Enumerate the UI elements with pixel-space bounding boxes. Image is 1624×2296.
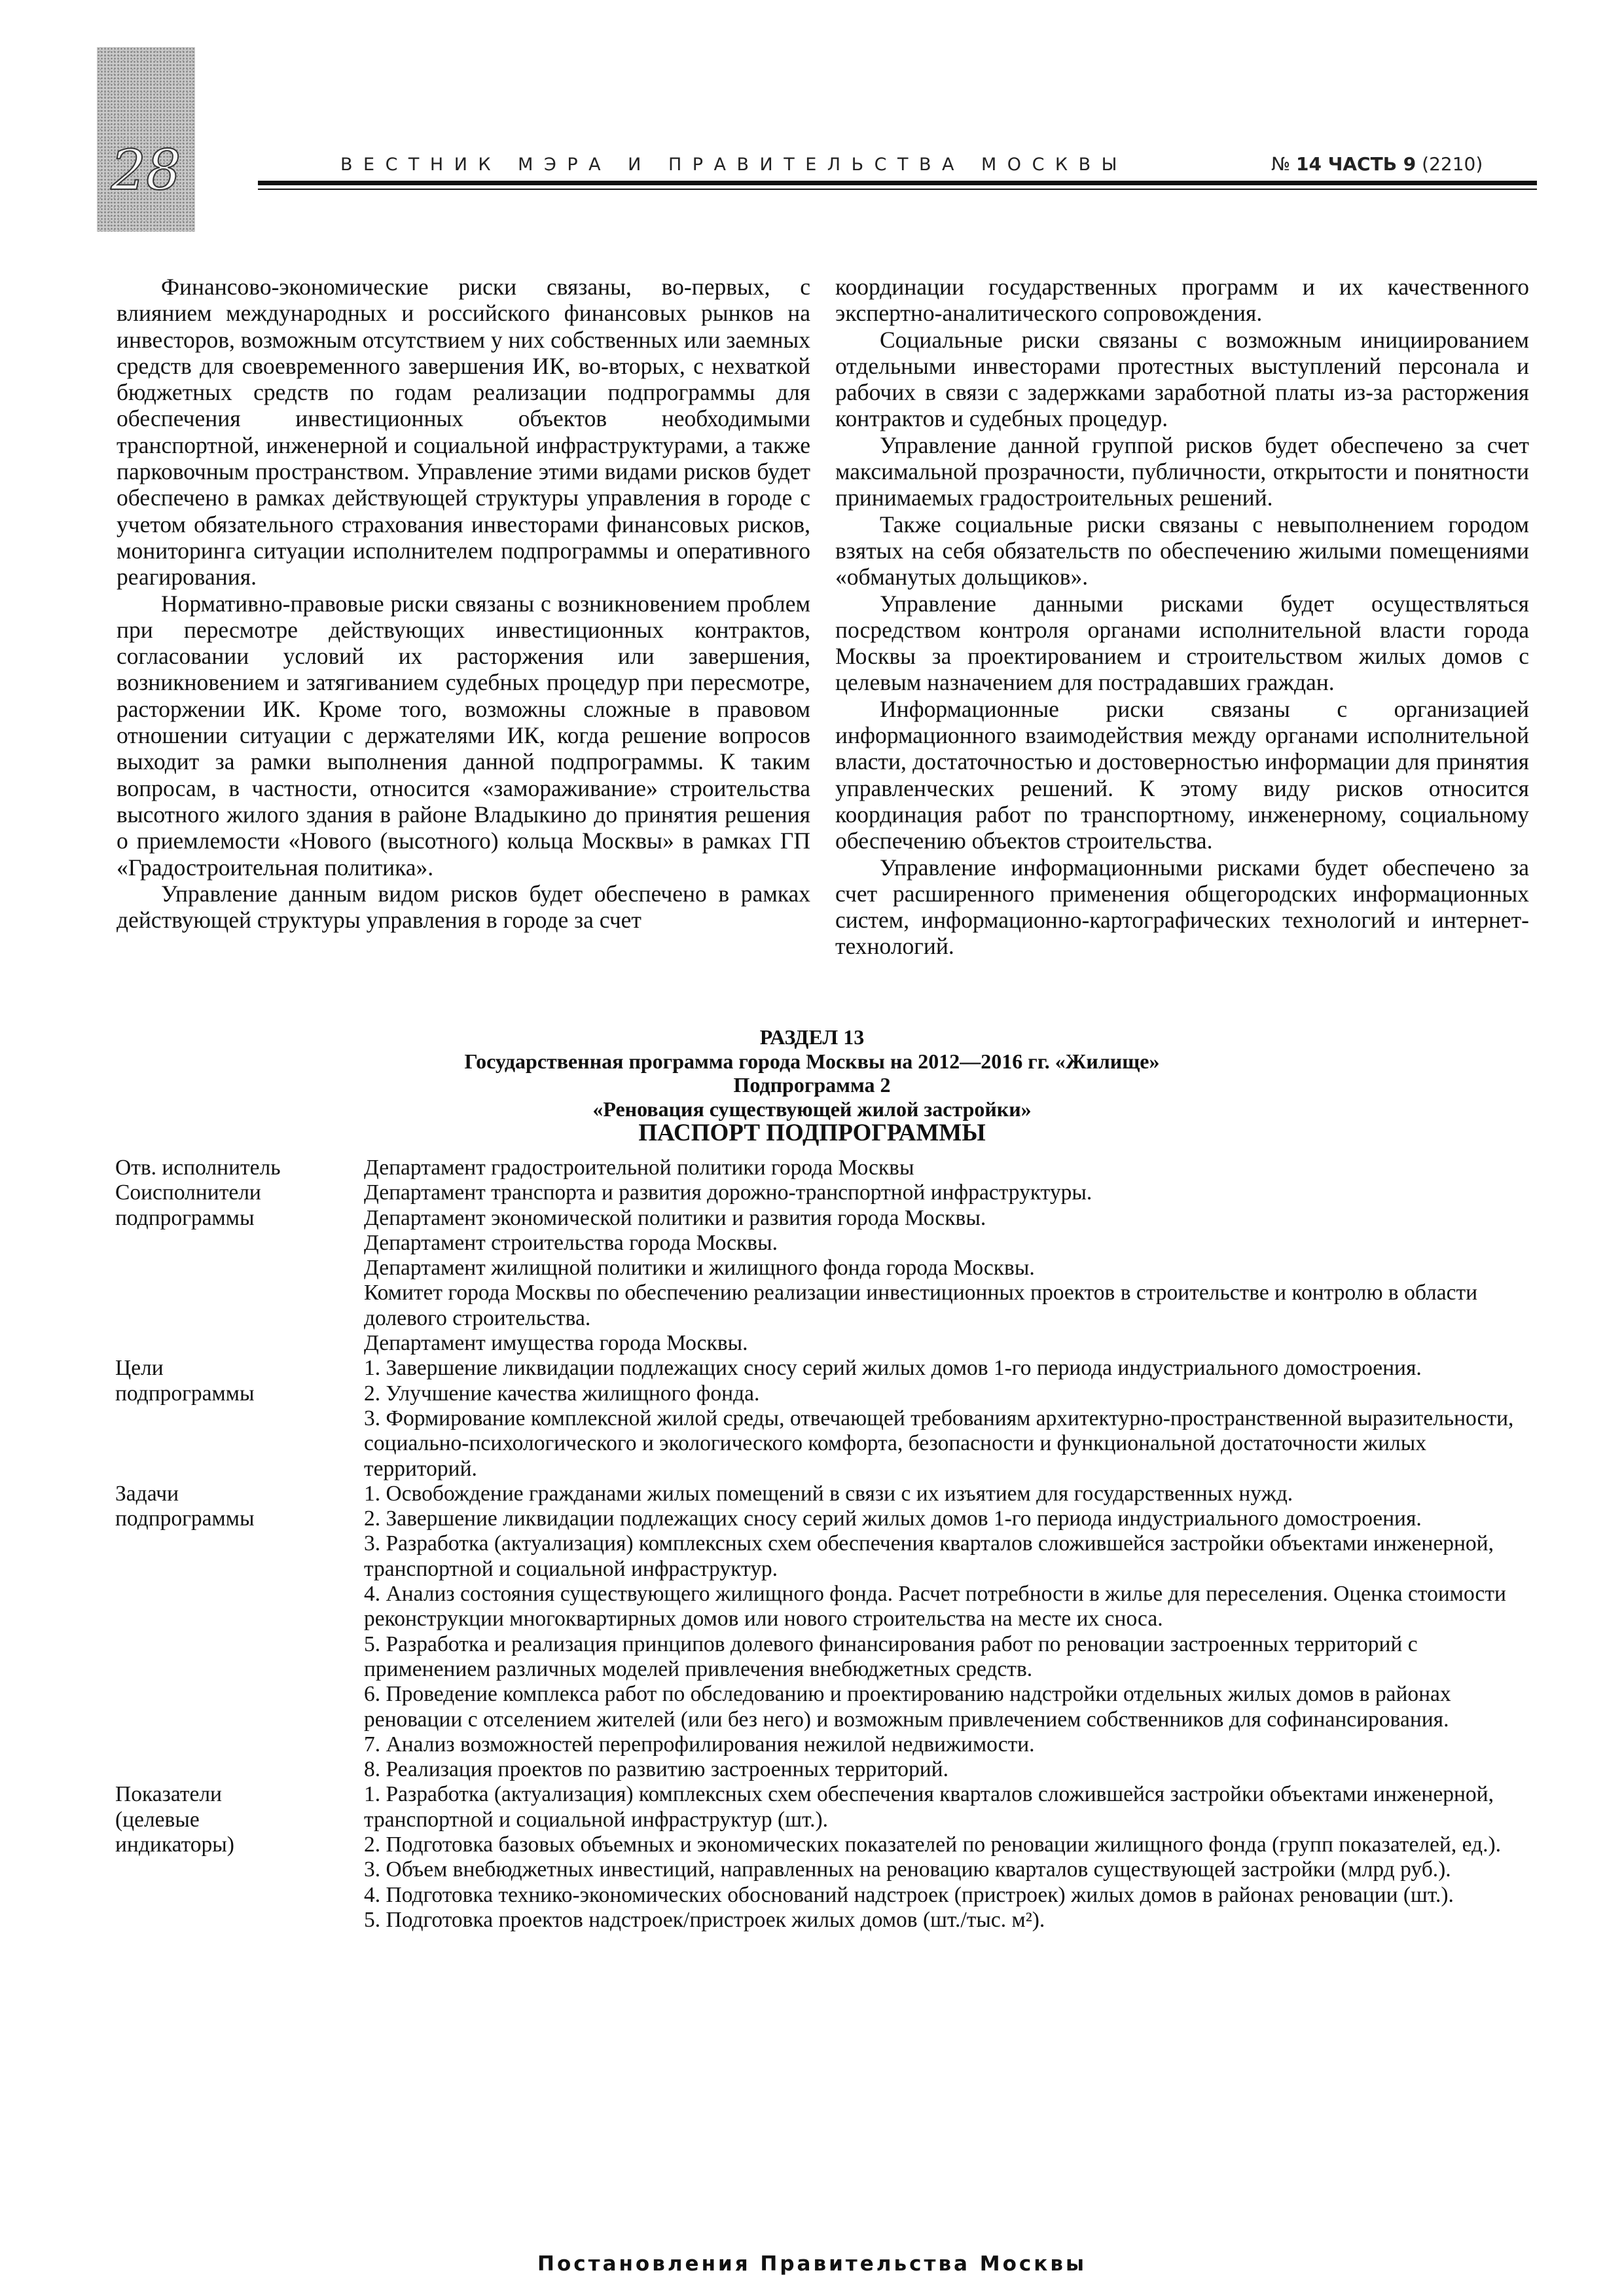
passport-line: Департамент строительства города Москвы. [364, 1230, 778, 1255]
passport-line: Департамент имущества города Москвы. [364, 1331, 748, 1356]
passport-line: 2. Завершение ликвидации подлежащих сносу серий жилых домов 1-го периода индустриального домостроения. [364, 1506, 1422, 1531]
paragraph-shareholders: Также социальные риски связаны с невыполнением городом взятых на себя обязательств по обеспечению жилыми помещениями «обманутых дольщиков». [835, 511, 1529, 591]
passport-value [364, 1356, 1539, 1481]
passport-table [115, 1156, 1539, 1933]
subprogram-number: Подпрограмма 2 [733, 1073, 891, 1097]
paragraph-social-risks: Социальные риски связаны с возможным инициированием отдельными инвесторами протестных выступлений персонала и рабочих в связи с задержками заработной платы из-за расторжения контрактов и судебных процедур. [835, 326, 1529, 432]
passport-line: 7. Анализ возможностей перепрофилирования нежилой недвижимости. [364, 1732, 1035, 1757]
passport-title: ПАСПОРТ ПОДПРОГРАММЫ [638, 1120, 986, 1146]
paragraph-continuation: координации государственных программ и их качественного экспертно-аналитического сопровождения. [835, 274, 1529, 327]
passport-label: Цели подпрограммы [115, 1356, 255, 1406]
passport-line: Департамент градостроительной политики города Москвы [364, 1156, 914, 1180]
passport-line: Департамент транспорта и развития дорожно-транспортной инфраструктуры. [364, 1180, 1092, 1205]
issue-prefix: № [1271, 153, 1291, 175]
passport-row-tasks [115, 1482, 1539, 1783]
passport-row-responsible [115, 1156, 1539, 1180]
passport-line: 4. Подготовка технико-экономических обоснований надстроек (пристроек) жилых домов в районах реновации (шт.). [364, 1882, 1454, 1907]
issue-part: 14 ЧАСТЬ 9 [1296, 153, 1416, 175]
subprogram-name: «Реновация существующей жилой застройки» [592, 1097, 1032, 1121]
passport-line: 4. Анализ состояния существующего жилищного фонда. Расчет потребности в жилье для переселения. Оценка стоимости реконструкции многоквартирных домов или нового строительства на месте их сноса. [364, 1582, 1506, 1631]
paragraph-shareholders-management: Управление данными рисками будет осуществляться посредством контроля органами исполнительной власти города Москвы за проектированием и строительством жилых домов с целевым назначением для пострадавших граждан. [835, 590, 1529, 696]
program-title: Государственная программа города Москвы на 2012—2016 гг. «Жилище» [464, 1049, 1160, 1073]
issue-total: (2210) [1422, 153, 1483, 175]
passport-line: Департамент экономической политики и развития города Москвы. [364, 1205, 986, 1230]
left-text-column [117, 274, 810, 933]
paragraph-information-management: Управление информационными рисками будет обеспечено за счет расширенного применения общегородских информационных систем, информационно-картографических технологий и интернет-технологий. [835, 854, 1529, 960]
issue-number [1271, 153, 1483, 175]
paragraph-financial-risks: Финансово-экономические риски связаны, во-первых, с влиянием международных и российского финансовых рынков на инвесторов, возможным отсутствием у них собственных или заемных средств для своевременного завершения ИК, во-вторых, с нехваткой бюджетных средств по годам реализации подпрограммы для обеспечения инвестиционных объектов необходимыми транспортной, инженерной и социальной инфраструктурами, а также парковочным пространством. Управление этими видами рисков будет обеспечено в рамках действующей структуры управления в городе с учетом обязательного страхования инвесторами финансовых рисков, мониторинга ситуации исполнителем подпрограммы и оперативного реагирования. [117, 274, 810, 591]
passport-value [364, 1482, 1539, 1783]
passport-label: Показатели (целевые индикаторы) [115, 1782, 234, 1857]
passport-value [364, 1782, 1539, 1933]
page-number: 28 [111, 138, 181, 202]
passport-row-coexecutors [115, 1180, 1539, 1356]
paragraph-risk-management: Управление данным видом рисков будет обеспечено в рамках действующей структуры управления в городе за счет [117, 880, 810, 934]
passport-line: 1. Завершение ликвидации подлежащих сносу серий жилых домов 1-го периода индустриального домостроения. [364, 1356, 1422, 1381]
paragraph-legal-risks: Нормативно-правовые риски связаны с возникновением проблем при пересмотре действующих инвестиционных контрактов, согласовании условий их расторжения или завершения, возникновением и затягиванием судебных процедур при пересмотре, расторжении ИК. Кроме того, возможны сложные в правовом отношении ситуации с держателями ИК, когда решение вопросов выходит за рамки выполнения данной подпрограммы. К таким вопросам, в частности, относится «замораживание» строительства высотного жилого здания в районе Владыкино до принятия решения о приемлемости «Нового (высотного) кольца Москвы» в рамках ГП «Градостроительная политика». [117, 590, 810, 881]
paragraph-information-risks: Информационные риски связаны с организацией информационного взаимодействия между органами исполнительной власти, достаточностью и достоверностью информации для принятия управленческих решений. К этому виду рисков относится координация работ по транспортному, инженерному, социальному обеспечению объектов строительства. [835, 695, 1529, 854]
header-rule-thin [258, 189, 1537, 190]
section-number: РАЗДЕЛ 13 [759, 1025, 865, 1049]
passport-line: 3. Разработка (актуализация) комплексных схем обеспечения кварталов сложившейся застройки объектами инженерной, транспортной и социальной инфраструктур. [364, 1531, 1494, 1581]
passport-label: Соисполнители подпрограммы [115, 1180, 261, 1230]
passport-line: 2. Улучшение качества жилищного фонда. [364, 1381, 760, 1406]
passport-label: Отв. исполнитель [115, 1156, 281, 1180]
passport-line: 5. Разработка и реализация принципов долевого финансирования работ по реновации застроенных территорий с применением различных моделей привлечения внебюджетных средств. [364, 1631, 1418, 1681]
section-heading [0, 1025, 1624, 1146]
passport-line: Департамент жилищной политики и жилищного фонда города Москвы. [364, 1256, 1035, 1281]
right-text-column [835, 274, 1529, 960]
passport-value [364, 1156, 1539, 1180]
passport-row-goals [115, 1356, 1539, 1481]
passport-value [364, 1180, 1539, 1356]
passport-row-indicators [115, 1782, 1539, 1933]
passport-line: 3. Формирование комплексной жилой среды, отвечающей требованиям архитектурно-пространственной выразительности, социально-психологического и экологического комфорта, безопасности и функциональной достаточности жилых территорий. [364, 1406, 1514, 1481]
journal-title: ВЕСТНИК МЭРА И ПРАВИТЕЛЬСТВА МОСКВЫ [340, 155, 1128, 175]
passport-line: 3. Объем внебюджетных инвестиций, направленных на реновацию кварталов существующей застройки (млрд руб.). [364, 1857, 1451, 1882]
passport-line: 8. Реализация проектов по развитию застроенных территорий. [364, 1757, 948, 1782]
passport-line: 1. Разработка (актуализация) комплексных схем обеспечения кварталов сложившейся застройки объектами инженерной, транспортной и социальной инфраструктур (шт.). [364, 1782, 1494, 1832]
passport-line: 6. Проведение комплекса работ по обследованию и проектированию надстройки отдельных жилых домов в районах реновации с отселением жителей (или без него) и возможным привлечением собственников для софинансирования. [364, 1682, 1451, 1732]
passport-label: Задачи подпрограммы [115, 1481, 255, 1531]
header-rule [258, 181, 1537, 185]
passport-line: 5. Подготовка проектов надстроек/пристроек жилых домов (шт./тыс. м²). [364, 1907, 1045, 1932]
passport-line: Комитет города Москвы по обеспечению реализации инвестиционных проектов в строительстве и контролю в области долевого строительства. [364, 1281, 1478, 1330]
passport-line: 2. Подготовка базовых объемных и экономических показателей по реновации жилищного фонда (групп показателей, ед.). [364, 1832, 1501, 1857]
paragraph-social-management: Управление данной группой рисков будет обеспечено за счет максимальной прозрачности, публичности, открытости и понятности принимаемых градостроительных решений. [835, 431, 1529, 511]
passport-line: 1. Освобождение гражданами жилых помещений в связи с их изъятием для государственных нужд. [364, 1481, 1293, 1506]
footer-section-title: Постановления Правительства Москвы [537, 2252, 1087, 2276]
